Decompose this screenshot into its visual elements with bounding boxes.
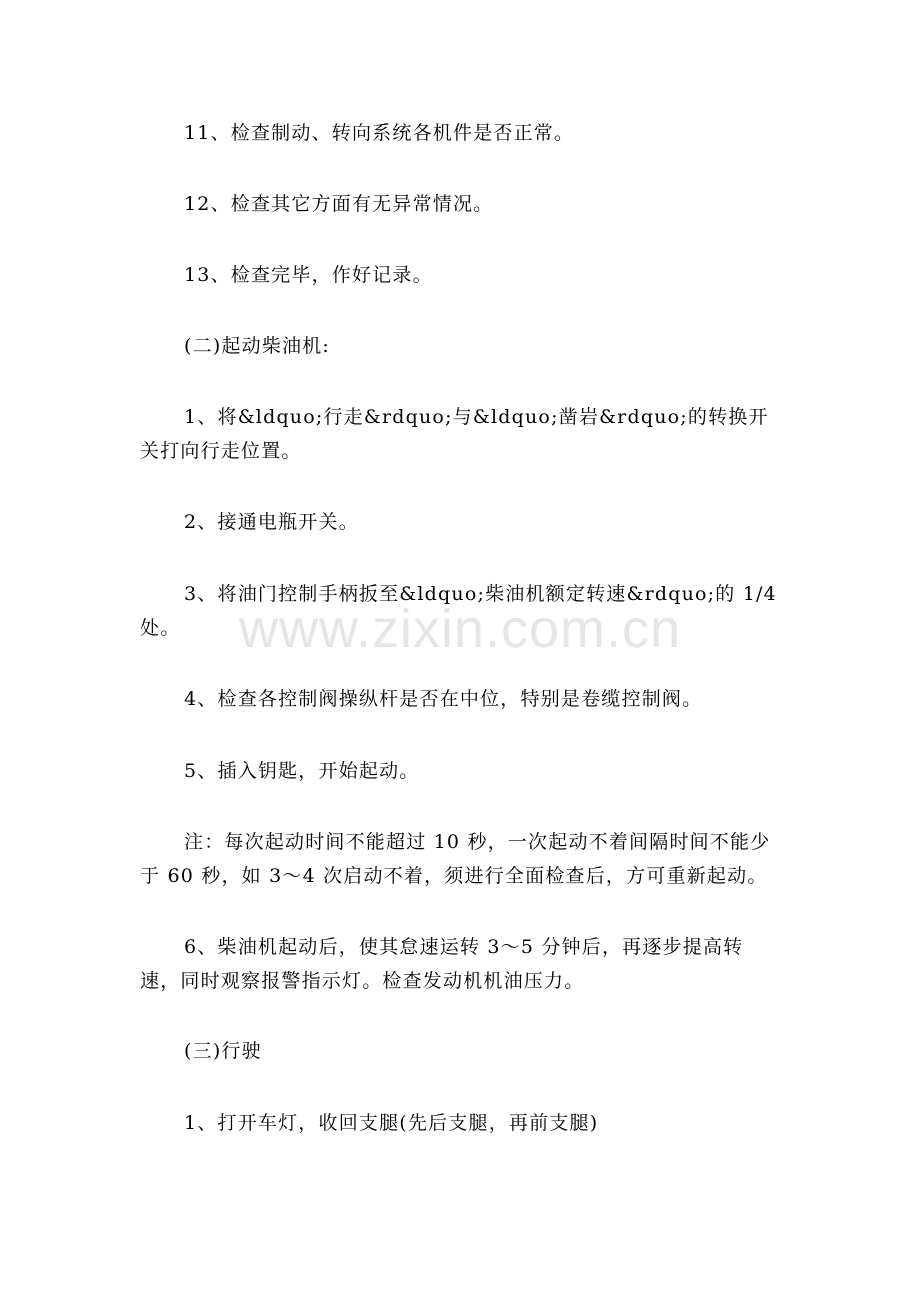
paragraph-item-13: 13、检查完毕，作好记录。 bbox=[184, 264, 433, 286]
paragraph-step-6: 6、柴油机起动后，使其怠速运转 3～5 分钟后，再逐步提高转速，同时观察报警指示灯。检查发动机机油压力。 bbox=[140, 936, 744, 992]
section-heading-driving: (三)行驶 bbox=[184, 1040, 262, 1062]
section-heading-start-engine: (二)起动柴油机: bbox=[184, 335, 331, 357]
paragraph-item-11: 11、检查制动、转向系统各机件是否正常。 bbox=[184, 122, 575, 144]
paragraph-driving-step-1: 1、打开车灯，收回支腿(先后支腿，再前支腿) bbox=[184, 1112, 599, 1134]
paragraph-step-5: 5、插入钥匙，开始起动。 bbox=[184, 760, 420, 782]
paragraph-note: 注：每次起动时间不能超过 10 秒，一次起动不着间隔时间不能少于 60 秒，如 3～4 次启动不着，须进行全面检查后，方可重新起动。 bbox=[140, 831, 771, 887]
watermark-text: www.zixin.com.cn bbox=[238, 599, 682, 659]
paragraph-step-4: 4、检查各控制阀操纵杆是否在中位，特别是卷缆控制阀。 bbox=[184, 688, 703, 710]
paragraph-step-2: 2、接通电瓶开关。 bbox=[184, 511, 359, 533]
paragraph-step-3: 3、将油门控制手柄扳至&ldquo;柴油机额定转速&rdquo;的 1/4 处。 bbox=[140, 583, 777, 639]
paragraph-item-12: 12、检查其它方面有无异常情况。 bbox=[184, 193, 494, 215]
paragraph-step-1: 1、将&ldquo;行走&rdquo;与&ldquo;凿岩&rdquo;的转换开关打向行走位置。 bbox=[140, 406, 769, 462]
